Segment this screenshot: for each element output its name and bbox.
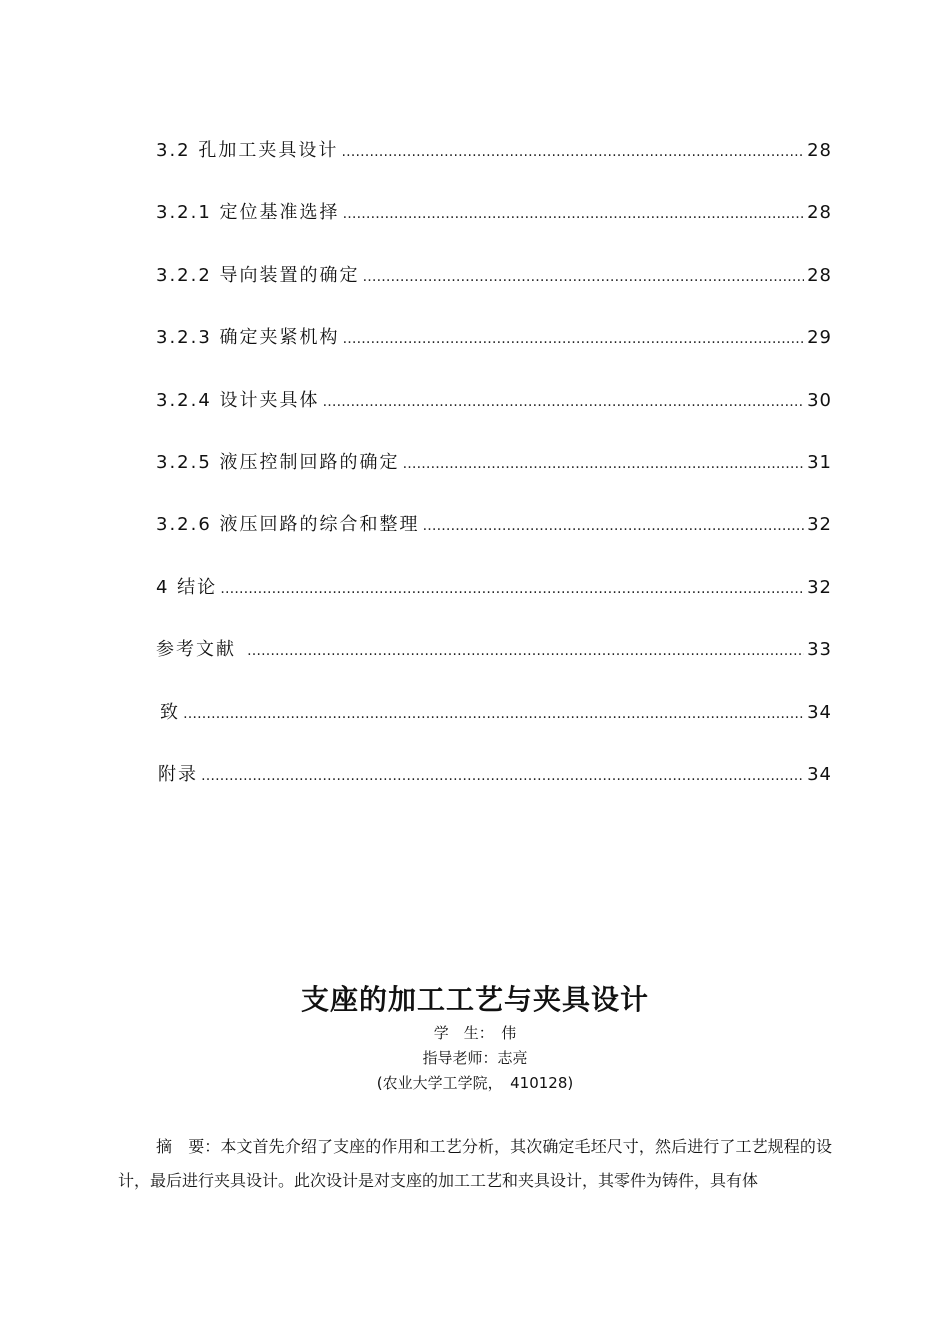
toc-leader-dots <box>363 269 805 285</box>
toc-leader-dots <box>403 456 805 472</box>
toc-entry[interactable] <box>156 386 832 448</box>
toc-leader-dots <box>341 144 804 160</box>
toc-leader-dots <box>423 518 805 534</box>
toc-entry[interactable] <box>156 323 832 385</box>
toc-leader-dots <box>323 394 805 410</box>
toc-entry[interactable] <box>156 198 832 260</box>
toc-entry[interactable] <box>156 635 832 697</box>
toc-entry-label: 附录 <box>158 763 198 785</box>
toc-entry-label: 4 结论 <box>156 576 218 598</box>
toc-entry[interactable] <box>156 510 832 572</box>
toc-entry-page: 34 <box>807 701 832 723</box>
toc-entry-label: 3.2.1 定位基准选择 <box>156 202 340 224</box>
advisor-line: 指导老师：志亮 <box>422 1049 528 1067</box>
toc-entry-label: 3.2.5 液压控制回路的确定 <box>156 451 400 473</box>
affiliation-line: (农业大学工学院， 410128) <box>376 1074 574 1092</box>
toc-entry[interactable] <box>156 573 832 635</box>
toc-entry-label: 3.2.2 导向装置的确定 <box>156 264 360 286</box>
toc-entry[interactable] <box>156 698 832 760</box>
toc-leader-dots <box>220 581 804 597</box>
toc-leader-dots <box>247 643 804 659</box>
toc-entry[interactable] <box>156 136 832 198</box>
toc-leader-dots <box>343 206 805 222</box>
paper-header <box>0 978 950 1093</box>
toc-entry-page: 32 <box>807 514 832 536</box>
abstract-paragraph <box>118 1130 832 1198</box>
toc-entry-label: 3.2.3 确定夹紧机构 <box>156 327 340 349</box>
toc-entry-page: 28 <box>807 140 832 161</box>
student-line: 学 生： 伟 <box>433 1024 517 1042</box>
toc-entry-label: 3.2 孔加工夹具设计 <box>156 140 339 161</box>
toc-entry-label: 3.2.4 设计夹具体 <box>156 389 320 411</box>
toc-entry-page: 33 <box>807 639 832 661</box>
toc-entry-page: 32 <box>807 576 832 598</box>
toc-entry-page: 28 <box>807 264 832 286</box>
paper-title: 支座的加工工艺与夹具设计 <box>300 983 649 1016</box>
table-of-contents <box>156 136 832 822</box>
abstract-label: 摘 要： <box>156 1137 221 1156</box>
toc-entry-page: 28 <box>807 202 832 224</box>
toc-entry[interactable] <box>156 760 832 822</box>
toc-entry[interactable] <box>156 261 832 323</box>
toc-leader-dots <box>201 768 804 784</box>
abstract-text: 本文首先介绍了支座的作用和工艺分析，其次确定毛坯尺寸，然后进行了工艺规程的设计，最后进行夹具设计。此次设计是对支座的加工工艺和夹具设计，其零件为铸件，具有体 <box>118 1137 832 1190</box>
toc-entry-label: 参考文献 <box>156 639 236 661</box>
toc-entry-label: 3.2.6 液压回路的综合和整理 <box>156 514 420 536</box>
toc-entry-page: 29 <box>807 327 832 349</box>
toc-entry-page: 31 <box>807 451 832 473</box>
toc-entry-page: 30 <box>807 389 832 411</box>
toc-entry-page: 34 <box>807 763 832 785</box>
toc-entry[interactable] <box>156 448 832 510</box>
toc-leader-dots <box>343 331 805 347</box>
toc-leader-dots <box>183 706 804 722</box>
toc-entry-label: 致 <box>160 701 180 723</box>
